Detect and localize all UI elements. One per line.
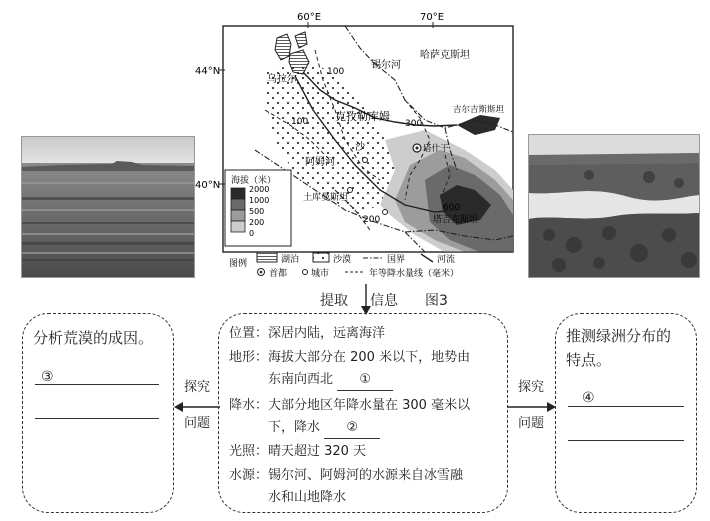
label-turkmenistan: 土库曼斯坦 (303, 193, 349, 203)
label-kyrgyzstan: 吉尔吉斯斯坦 (453, 105, 505, 115)
info-label: 信息 (370, 293, 398, 309)
lat-label-40: 40°N (195, 180, 221, 191)
label-tajikistan: 塔吉克斯坦 (433, 215, 479, 225)
legend-lake: 湖泊 (281, 255, 300, 265)
elevation-level-label: 2000 (249, 185, 270, 194)
isohyet-300: 300 (405, 119, 423, 129)
blank-2[interactable]: ② (324, 418, 380, 439)
blank-num-4: ④ (582, 390, 595, 406)
isohyet-100b: 100 (291, 117, 309, 127)
legend-border: 国界 (387, 255, 406, 265)
explore-left-2: 问题 (183, 416, 210, 431)
oasis-prompt-2: 特点。 (566, 351, 612, 369)
desert-prompt: 分析荒漠的成因。 (33, 329, 154, 347)
info-water: 水源：锡尔河、阿姆河的水源来自冰雪融 (229, 468, 464, 483)
elevation-swatch (231, 210, 245, 221)
oasis-prompt-1: 推测绿洲分布的 (566, 327, 672, 345)
answer-line-3b[interactable] (35, 418, 159, 419)
label-aral: 乌拉尔 (267, 74, 297, 85)
legend-capital: 首都 (269, 269, 288, 279)
lat-label-44: 44°N (195, 66, 221, 77)
elevation-swatch (231, 221, 245, 232)
label-desert: 沙 (355, 142, 365, 153)
legend-desert: 沙漠 (333, 255, 352, 265)
label-tashkent: 塔什干 (423, 144, 449, 154)
explore-right-1: 探究 (517, 380, 544, 395)
info-precip-2: 下，降水 ② (229, 418, 380, 439)
elevation-level-label: 500 (249, 207, 265, 216)
info-box (218, 313, 508, 513)
elevation-level-label: 1000 (249, 196, 270, 205)
isohyet-100a: 100 (327, 67, 345, 77)
answer-line-4a[interactable] (568, 406, 684, 407)
isohyet-600: 600 (443, 203, 461, 213)
central-asia-map (195, 0, 525, 282)
legend-isohyet: 年等降水量线（毫米） (369, 269, 460, 279)
answer-line-3a[interactable] (35, 384, 159, 385)
oasis-photo (528, 134, 700, 278)
question-box-oasis (555, 313, 697, 513)
legend-river: 河流 (437, 255, 456, 265)
elevation-level-label: 0 (249, 229, 255, 238)
question-box-desert (22, 313, 174, 513)
elevation-legend-title: 海拔（米） (231, 176, 277, 186)
blank-num-3: ③ (41, 369, 54, 385)
info-terrain-2: 东南向西北 ① (229, 370, 393, 391)
answer-line-4b[interactable] (568, 440, 684, 441)
blank-1[interactable]: ① (337, 370, 393, 391)
desert-photo (21, 136, 195, 278)
lon-label-60: 60°E (297, 12, 322, 23)
label-kazakhstan: 哈萨克斯坦 (420, 50, 470, 61)
right-arrow-icon (508, 400, 556, 414)
label-syr-river: 锡尔河 (371, 60, 401, 71)
left-arrow-icon (174, 400, 220, 414)
info-precip: 降水：大部分地区年降水量在 300 毫米以 (229, 398, 471, 413)
explore-left-1: 探究 (183, 380, 210, 395)
elevation-level-label: 200 (249, 218, 265, 227)
elevation-swatch (231, 188, 245, 199)
explore-right-2: 问题 (517, 416, 544, 431)
label-kyzylkum: 克孜勒库姆 (335, 110, 390, 123)
extract-label: 提取 (320, 293, 348, 309)
elevation-swatch (231, 199, 245, 210)
info-location: 位置：深居内陆，远离海洋 (229, 326, 386, 341)
isohyet-200: 200 (363, 215, 381, 225)
legend-label: 图例 (229, 259, 248, 269)
lon-label-70: 70°E (420, 12, 445, 23)
info-water-2: 水和山地降水 (268, 490, 347, 505)
info-terrain: 地形：海拔大部分在 200 米以下，地势由 (229, 350, 471, 365)
figure-label: 图3 (425, 293, 448, 309)
label-amu-river: 阿姆河 (305, 157, 335, 168)
info-sunshine: 光照：晴天超过 320 天 (229, 444, 367, 459)
legend-city: 城市 (311, 269, 330, 279)
